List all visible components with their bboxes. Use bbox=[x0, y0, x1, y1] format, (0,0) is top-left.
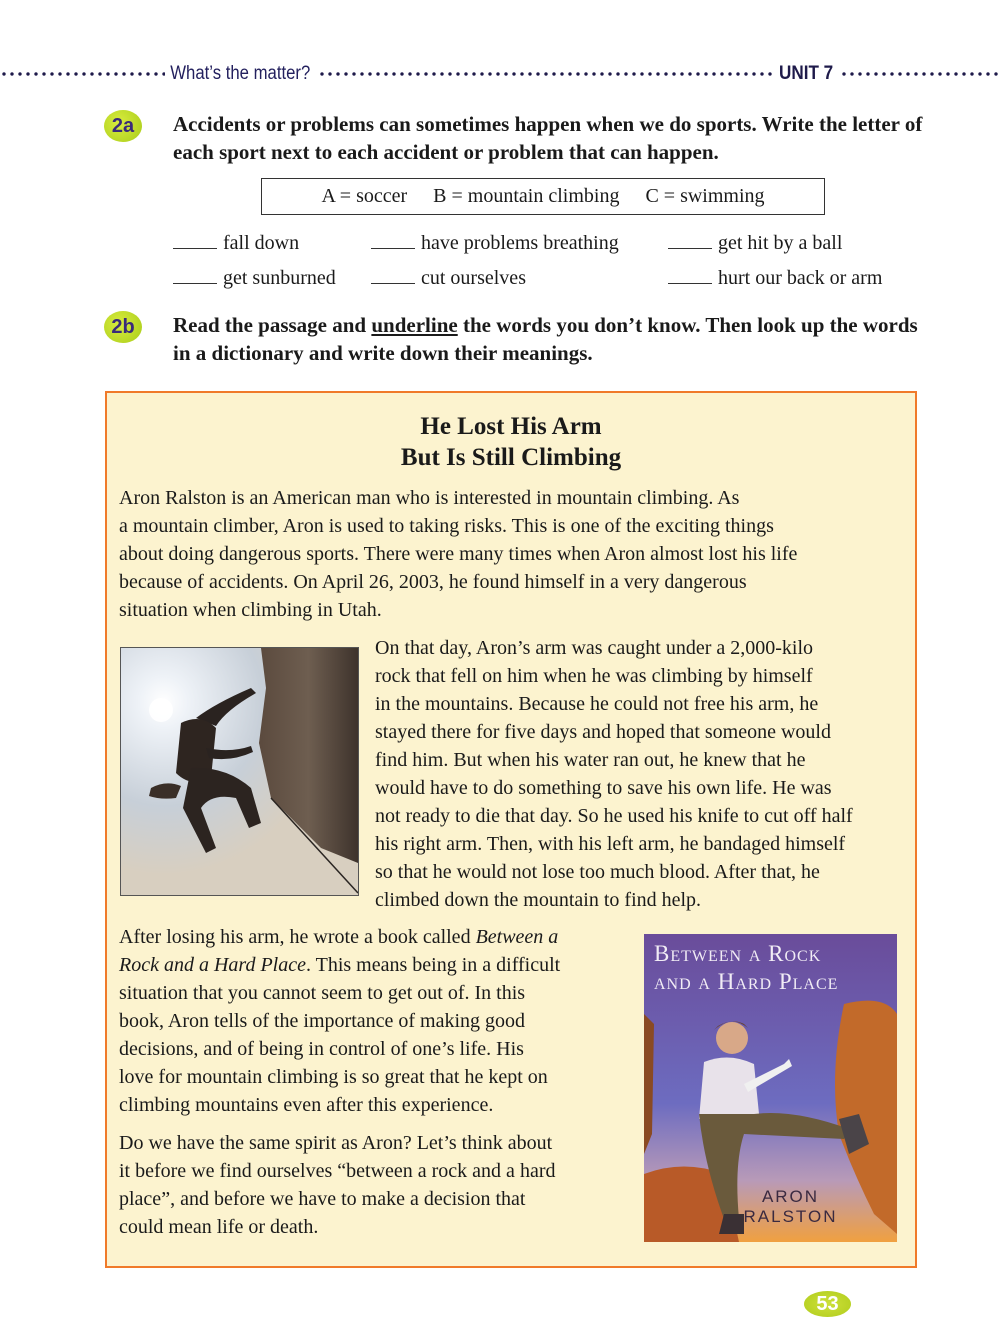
paragraph-2 bbox=[375, 634, 915, 914]
key-swimming: C = swimming bbox=[645, 185, 765, 207]
text-line: situation when climbing in Utah. bbox=[119, 599, 382, 621]
text-line: could mean life or death. bbox=[119, 1216, 319, 1238]
climber-photo bbox=[120, 647, 359, 896]
instruction-text: the words you don’t know. Then look up the words in a dictionary and write down their meanings. bbox=[173, 313, 918, 365]
item-label: have problems breathing bbox=[421, 232, 619, 254]
text-line: a mountain climber, Aron is used to taking risks. This is one of the exciting things bbox=[119, 515, 774, 537]
instruction-text: Read the passage and bbox=[173, 313, 372, 337]
dotted-rule bbox=[318, 71, 772, 77]
key-mountain-climbing: B = mountain climbing bbox=[433, 185, 620, 207]
answer-blank[interactable] bbox=[173, 232, 217, 249]
author-line: RALSTON bbox=[743, 1207, 838, 1226]
text-line: climbing mountains even after this experience. bbox=[119, 1094, 494, 1116]
title-line: He Lost His Arm bbox=[420, 413, 602, 440]
list-item bbox=[371, 232, 619, 255]
text-line: situation that you cannot seem to get out of. In this bbox=[119, 982, 526, 1004]
text-line: book, Aron tells of the importance of making good bbox=[119, 1010, 526, 1032]
text-line: place”, and before we have to make a decision that bbox=[119, 1188, 526, 1210]
climber-image bbox=[121, 648, 358, 895]
answer-blank[interactable] bbox=[371, 267, 415, 284]
cover-title-line: and a Hard Place bbox=[654, 969, 839, 994]
text-line: Aron Ralston is an American man who is interested in mountain climbing. As bbox=[119, 487, 740, 509]
text-line: love for mountain climbing is so great that he kept on bbox=[119, 1066, 548, 1088]
book-title-italic: Rock and a Hard Place bbox=[119, 954, 306, 976]
exercise-badge-2b: 2b bbox=[104, 311, 142, 343]
text-line: his right arm. Then, with his left arm, he bandaged himself bbox=[375, 833, 846, 855]
text-line: rock that fell on him when he was climbing by himself bbox=[375, 665, 813, 687]
item-label: get sunburned bbox=[223, 267, 336, 289]
title-line: But Is Still Climbing bbox=[400, 444, 622, 471]
text-line bbox=[119, 951, 629, 979]
page-number: 53 bbox=[804, 1291, 851, 1317]
book-cover-author bbox=[644, 1187, 897, 1227]
paragraph-3 bbox=[119, 923, 629, 1119]
text-line: Do we have the same spirit as Aron? Let’s think about bbox=[119, 1132, 553, 1154]
book-cover bbox=[644, 934, 897, 1242]
answer-blank[interactable] bbox=[173, 267, 217, 284]
paragraph-1 bbox=[119, 484, 909, 624]
reading-passage bbox=[105, 391, 917, 1268]
text-line: climbed down the mountain to find help. bbox=[375, 889, 702, 911]
text-line: it before we find ourselves “between a rock and a hard bbox=[119, 1160, 556, 1182]
author-line: ARON bbox=[761, 1187, 820, 1206]
text-span: After losing his arm, he wrote a book called bbox=[119, 926, 476, 948]
text-line: On that day, Aron’s arm was caught under a 2,000-kilo bbox=[375, 637, 814, 659]
item-label: get hit by a ball bbox=[718, 232, 843, 254]
item-label: fall down bbox=[223, 232, 300, 254]
item-label: hurt our back or arm bbox=[718, 267, 883, 289]
item-label: cut ourselves bbox=[421, 267, 526, 289]
text-line: about doing dangerous sports. There were many times when Aron almost lost his life bbox=[119, 543, 798, 565]
exercise-2b-instruction bbox=[173, 311, 933, 367]
text-line: not ready to die that day. So he used his knife to cut off half bbox=[375, 805, 853, 827]
list-item bbox=[173, 267, 336, 290]
text-line: would have to do something to save his own life. He was bbox=[375, 777, 832, 799]
book-title-italic: Between a bbox=[475, 926, 559, 948]
running-header bbox=[0, 62, 1000, 86]
key-soccer: A = soccer bbox=[321, 185, 408, 207]
list-item bbox=[668, 232, 842, 255]
text-line: find him. But when his water ran out, he knew that he bbox=[375, 749, 806, 771]
text-line bbox=[119, 923, 629, 951]
answer-blank[interactable] bbox=[668, 232, 712, 249]
answer-blank[interactable] bbox=[371, 232, 415, 249]
list-item bbox=[371, 267, 526, 290]
text-span: . This means being in a difficult bbox=[305, 954, 561, 976]
unit-label: UNIT 7 bbox=[778, 63, 833, 84]
dotted-rule bbox=[840, 71, 1000, 77]
paragraph-4 bbox=[119, 1129, 629, 1241]
text-line: decisions, and of being in control of one’s life. His bbox=[119, 1038, 524, 1060]
book-cover-title bbox=[654, 940, 838, 996]
exercise-badge-2a: 2a bbox=[104, 110, 142, 142]
passage-title bbox=[107, 411, 915, 473]
answer-blank[interactable] bbox=[668, 267, 712, 284]
text-line: because of accidents. On April 26, 2003, he found himself in a very dangerous bbox=[119, 571, 747, 593]
text-line: stayed there for five days and hoped that someone would bbox=[375, 721, 831, 743]
cover-title-line: Between a Rock bbox=[654, 941, 822, 966]
list-item bbox=[668, 267, 882, 290]
text-line: in the mountains. Because he could not free his arm, he bbox=[375, 693, 819, 715]
exercise-2a-instruction: Accidents or problems can sometimes happen when we do sports. Write the letter of each sport next to each accident or problem that can happen. bbox=[173, 112, 923, 164]
dotted-rule bbox=[0, 71, 165, 77]
sport-key-box bbox=[261, 178, 825, 215]
list-item bbox=[173, 232, 299, 255]
underlined-word: underline bbox=[371, 313, 458, 337]
section-title: What’s the matter? bbox=[170, 63, 311, 84]
text-line: so that he would not lose too much blood. After that, he bbox=[375, 861, 820, 883]
